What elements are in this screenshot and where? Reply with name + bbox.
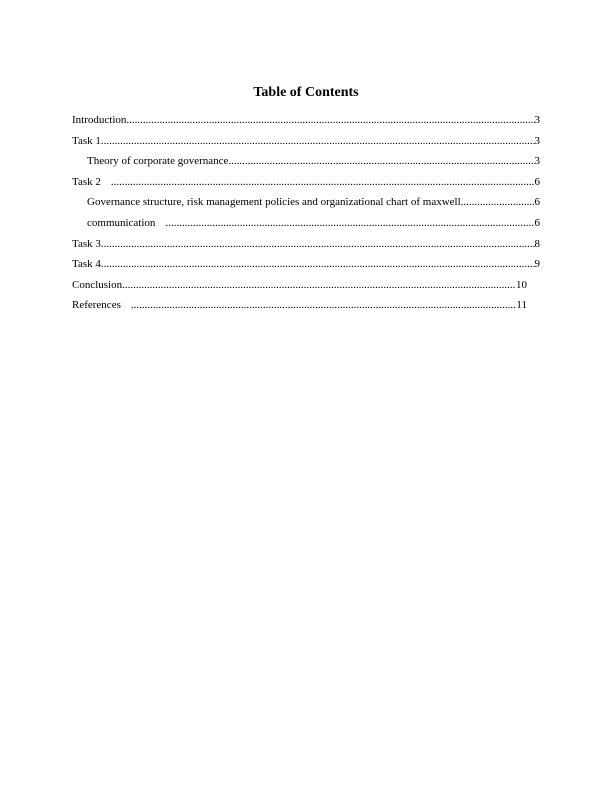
toc-entry-task-2[interactable] — [72, 175, 540, 196]
toc-entry-label: communication — [87, 216, 156, 229]
toc-entry-label: Conclusion — [72, 278, 123, 291]
toc-entry-task-3[interactable] — [72, 237, 540, 258]
toc-dot-leader — [101, 134, 535, 149]
toc-entry-communication[interactable] — [72, 216, 540, 237]
toc-dot-leader — [165, 216, 534, 231]
toc-dot-leader — [461, 195, 535, 210]
toc-page-number: 6 — [534, 196, 540, 209]
toc-entry-label: Task 1 — [72, 134, 101, 147]
toc-dot-leader — [122, 278, 516, 293]
toc-entry-label: References — [72, 299, 121, 312]
toc-page-number: 6 — [534, 175, 540, 188]
toc-entry-theory-of-corporate-governance[interactable] — [72, 154, 540, 175]
toc-entry-label: Task 2 — [72, 175, 101, 188]
toc-entry-label: Task 3 — [72, 237, 101, 250]
toc-entry-label: Task 4 — [72, 258, 101, 271]
toc-dot-leader — [101, 237, 535, 252]
toc-entry-label: Introduction — [72, 114, 127, 126]
toc-entry-label: Governance structure, risk management policies and organizational chart of maxwell — [87, 196, 461, 209]
toc-page-number: 11 — [516, 299, 527, 312]
toc-page-number: 8 — [534, 237, 540, 250]
toc-entry-task-4[interactable] — [72, 257, 540, 278]
toc-entry-references[interactable] — [72, 298, 527, 319]
toc-page-number: 3 — [534, 114, 540, 126]
toc-entry-conclusion[interactable] — [72, 278, 527, 299]
toc-page-number: 9 — [534, 258, 540, 271]
toc-entry-governance-structure[interactable] — [72, 195, 540, 216]
toc-page-number: 3 — [534, 155, 540, 168]
toc-page-number: 3 — [534, 134, 540, 147]
toc-page-number: 10 — [516, 278, 527, 291]
toc-entry-task-1[interactable] — [72, 134, 540, 155]
toc-entry-label: Theory of corporate governance — [87, 155, 229, 168]
toc-list — [72, 113, 540, 319]
toc-dot-leader — [126, 113, 534, 128]
toc-entry-introduction[interactable] — [72, 113, 540, 134]
toc-dot-leader — [228, 154, 534, 169]
toc-dot-leader — [111, 175, 535, 190]
toc-page-number: 6 — [534, 216, 540, 229]
toc-dot-leader — [131, 298, 517, 313]
toc-title: Table of Contents — [253, 85, 359, 100]
toc-dot-leader — [101, 257, 535, 272]
